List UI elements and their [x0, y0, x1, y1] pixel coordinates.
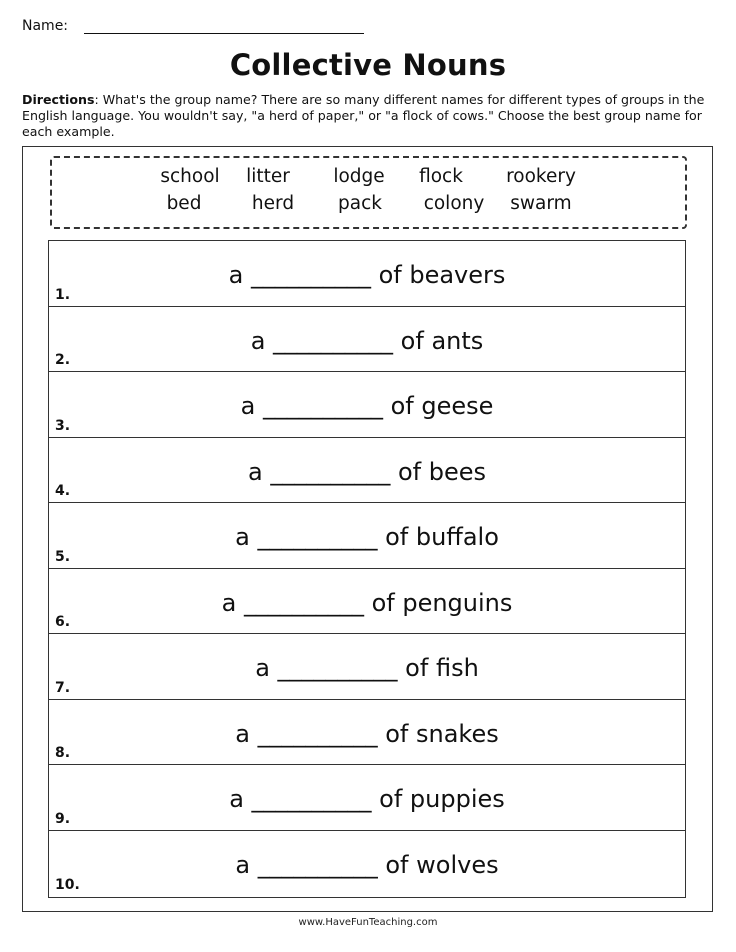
answer-table: [48, 240, 686, 898]
page-title: Collective Nouns: [229, 48, 507, 82]
question-number: 3.: [55, 417, 71, 434]
question-number: 4.: [55, 483, 71, 499]
word-bank-word: flock: [419, 166, 463, 187]
question-row: [49, 831, 685, 897]
question-row: [49, 503, 685, 569]
name-field[interactable]: [84, 19, 364, 34]
question-text: a __________ of puppies: [229, 785, 505, 813]
question-number: 5.: [55, 548, 71, 565]
question-text: a __________ of bees: [248, 457, 486, 486]
question-number: 2.: [55, 352, 71, 368]
question-row: [49, 307, 685, 373]
question-text: a __________ of fish: [255, 654, 479, 682]
question-row: [49, 241, 685, 307]
word-bank-word: swarm: [510, 193, 572, 214]
question-text: a __________ of beavers: [228, 261, 506, 289]
directions: [22, 92, 712, 140]
footer-website: www.HaveFunTeaching.com: [298, 917, 438, 928]
word-bank-word: litter: [246, 166, 290, 187]
question-row: [49, 438, 685, 504]
question-number: 10.: [55, 877, 80, 893]
question-row: [49, 569, 685, 635]
directions-text: : What's the group name? There are so many different names for different types of groups in the English language. You wouldn't say, "a herd of paper," or "a flock of cows." Choose the best group name for each example.: [22, 92, 705, 139]
question-number: 9.: [55, 810, 71, 827]
question-text: a __________ of wolves: [235, 850, 499, 879]
question-number: 1.: [55, 286, 71, 303]
question-number: 8.: [55, 745, 71, 761]
question-number: 6.: [55, 614, 71, 630]
question-row: [49, 372, 685, 438]
name-row: [22, 18, 364, 34]
question-row: [49, 700, 685, 766]
question-row: [49, 634, 685, 700]
word-bank: [50, 156, 687, 229]
word-bank-word: school: [160, 166, 220, 187]
word-bank-word: lodge: [333, 166, 385, 187]
word-bank-word: bed: [166, 193, 202, 214]
question-text: a __________ of geese: [240, 392, 494, 420]
question-text: a __________ of penguins: [221, 588, 513, 617]
question-text: a __________ of ants: [250, 326, 484, 355]
name-label: Name:: [22, 18, 69, 34]
question-text: a __________ of snakes: [235, 719, 499, 748]
directions-label: Directions: [22, 92, 95, 107]
word-bank-word: pack: [338, 193, 382, 214]
question-text: a __________ of buffalo: [235, 523, 499, 551]
word-bank-word: herd: [251, 193, 295, 214]
word-bank-word: rookery: [506, 166, 576, 187]
question-number: 7.: [55, 679, 71, 696]
question-row: [49, 765, 685, 831]
word-bank-word: colony: [423, 193, 485, 214]
